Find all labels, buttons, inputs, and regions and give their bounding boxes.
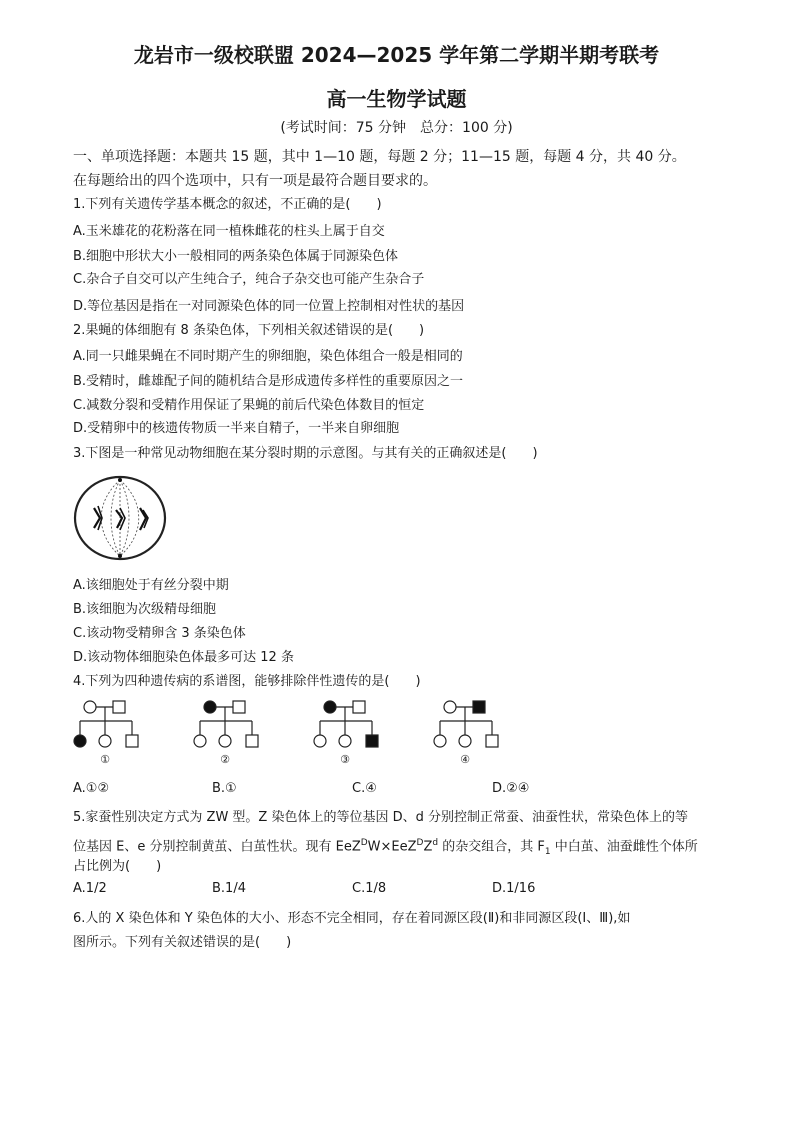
q1-option-b: B.细胞中形状大小一般相同的两条染色体属于同源染色体: [73, 249, 399, 264]
pedigree-3: [310, 697, 390, 767]
pedigree-1-label: ①: [100, 753, 110, 766]
q2-option-a: A.同一只雌果蝇在不同时期产生的卵细胞，染色体组合一般是相同的: [73, 349, 463, 364]
q2-stem: 2.果蝇的体细胞有 8 条染色体，下列相关叙述错误的是( ): [73, 323, 425, 338]
q2-option-d: D.受精卵中的核遗传物质一半来自精子，一半来自卵细胞: [73, 421, 400, 436]
pedigree-2: [190, 697, 270, 767]
q6-line2: 图所示。下列有关叙述错误的是( ): [73, 935, 292, 950]
q2-option-b: B.受精时，雌雄配子间的随机结合是形成遗传多样性的重要原因之一: [73, 374, 464, 389]
q3-option-a: A.该细胞处于有丝分裂中期: [73, 578, 229, 593]
q4-option-d: D.②④: [492, 781, 530, 796]
q4-option-a: A.①②: [73, 781, 110, 796]
q3-option-b: B.该细胞为次级精母细胞: [73, 602, 217, 617]
q5-sup-d1: D: [360, 838, 368, 848]
q5-sup-d3: d: [432, 838, 439, 848]
exam-title: 龙岩市一级校联盟 2024—2025 学年第二学期半期考联考: [133, 43, 660, 67]
section-heading-line1: 一、单项选择题：本题共 15 题，其中 1—10 题，每题 2 分；11—15 题，每题 4 分，共 40 分。: [73, 149, 686, 165]
q4-option-c: C.④: [352, 781, 377, 796]
cell-division-diagram: [70, 472, 170, 564]
q5-line2: 位基因 E、e 分别控制黄茧、白茧性状。现有 $EeZ^DW\times EeZ^DZ^d$ 的杂交组合，其 $F_1$ 中白茧、油蚕雌性个体所: [73, 838, 698, 857]
q5-option-d: D.1/16: [492, 881, 536, 896]
q2-option-c: C.减数分裂和受精作用保证了果蝇的前后代染色体数目的恒定: [73, 398, 425, 413]
q6-line1: 6.人的 X 染色体和 Y 染色体的大小、形态不完全相同，存在着同源区段(Ⅱ)和非同源区段(Ⅰ、Ⅲ),如: [73, 911, 631, 926]
q5-sub-1: 1: [544, 846, 551, 857]
exam-info: (考试时间：75 分钟 总分：100 分): [280, 120, 513, 136]
page-title: 高一生物学试题: [326, 87, 467, 111]
q1-option-d: D.等位基因是指在一对同源染色体的同一位置上控制相对性状的基因: [73, 299, 465, 314]
q5-line1: 5.家蚕性别决定方式为 ZW 型。Z 染色体上的等位基因 D、d 分别控制正常蚕、油蚕性状，常染色体上的等: [73, 810, 688, 825]
q3-stem: 3.下图是一种常见动物细胞在某分裂时期的示意图。与其有关的正确叙述是( ): [73, 446, 538, 461]
q5-option-c: C.1/8: [352, 881, 387, 896]
q5-line3: 占比例为( ): [73, 859, 162, 874]
pedigree-4: [430, 697, 510, 767]
q5-option-a: A.1/2: [73, 881, 107, 896]
q1-option-a: A.玉米雄花的花粉落在同一植株雌花的柱头上属于自交: [73, 224, 385, 239]
section-heading-line2: 在每题给出的四个选项中，只有一项是最符合题目要求的。: [73, 173, 437, 189]
pedigree-2-label: ②: [220, 753, 230, 766]
q1-option-c: C.杂合子自交可以产生纯合子，纯合子杂交也可能产生杂合子: [73, 272, 425, 287]
q5-sup-d2: D: [416, 838, 424, 848]
q4-stem: 4.下列为四种遗传病的系谱图，能够排除伴性遗传的是( ): [73, 674, 421, 689]
q3-option-c: C.该动物受精卵含 3 条染色体: [73, 626, 246, 641]
q1-stem: 1.下列有关遗传学基本概念的叙述，不正确的是( ): [73, 197, 382, 212]
pedigree-3-label: ③: [340, 753, 350, 766]
pedigree-1: [70, 697, 150, 767]
q3-option-d: D.该动物体细胞染色体最多可达 12 条: [73, 650, 294, 665]
q4-option-b: B.①: [212, 781, 237, 796]
q5-option-b: B.1/4: [212, 881, 246, 896]
pedigree-4-label: ④: [460, 753, 470, 766]
